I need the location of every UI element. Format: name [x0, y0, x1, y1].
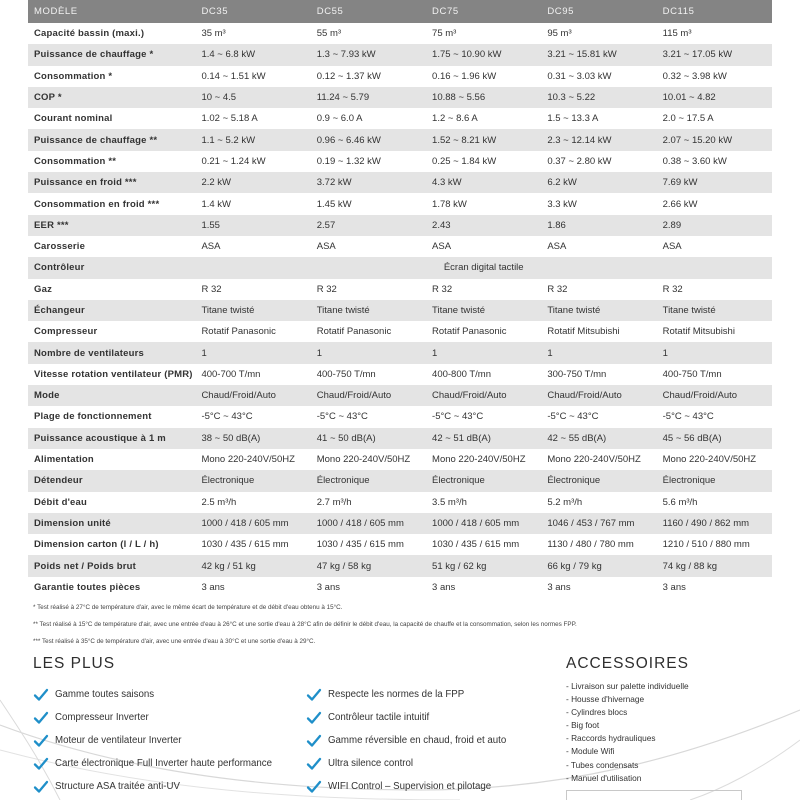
- cell-value: Électronique: [311, 470, 426, 491]
- plus-item: [33, 775, 283, 798]
- cell-value: 1: [195, 342, 310, 363]
- cell-value: 11.24 ~ 5.79: [311, 87, 426, 108]
- cell-value: 5.6 m³/h: [657, 492, 772, 513]
- cell-value: 1.5 ~ 13.3 A: [541, 108, 656, 129]
- cell-value: 2.89: [657, 215, 772, 236]
- plus-item-label: Contrôleur tactile intuitif: [328, 712, 430, 723]
- table-row: [28, 534, 772, 555]
- header-model: MODÈLE: [28, 0, 195, 23]
- cell-value: 0.31 ~ 3.03 kW: [541, 66, 656, 87]
- cell-value: 1030 / 435 / 615 mm: [426, 534, 541, 555]
- cell-value: 1.55: [195, 215, 310, 236]
- cell-value: 0.32 ~ 3.98 kW: [657, 66, 772, 87]
- check-icon: [306, 734, 322, 748]
- row-label: Dimension carton (l / L / h): [28, 534, 195, 555]
- table-row: [28, 172, 772, 193]
- cell-value: ASA: [426, 236, 541, 257]
- cell-value: -5°C ~ 43°C: [195, 406, 310, 427]
- cell-value: 75 m³: [426, 23, 541, 44]
- cell-value: Titane twisté: [195, 300, 310, 321]
- cell-value: 1.75 ~ 10.90 kW: [426, 44, 541, 65]
- table-row: [28, 321, 772, 342]
- cell-value: 0.19 ~ 1.32 kW: [311, 151, 426, 172]
- cell-value: Chaud/Froid/Auto: [657, 385, 772, 406]
- accessory-item: - Raccords hydrauliques: [566, 733, 656, 744]
- cell-value: 115 m³: [657, 23, 772, 44]
- cell-value: 1.52 ~ 8.21 kW: [426, 129, 541, 150]
- row-label: Carosserie: [28, 236, 195, 257]
- plus-item-label: Ultra silence control: [328, 758, 414, 769]
- cell-value: 74 kg / 88 kg: [657, 555, 772, 576]
- check-icon: [33, 757, 49, 771]
- accessory-item: - Tubes condensats: [566, 759, 639, 770]
- cell-value: 2.57: [311, 215, 426, 236]
- cell-value: 42 ~ 55 dB(A): [541, 428, 656, 449]
- cell-value: ASA: [311, 236, 426, 257]
- cell-value: 45 ~ 56 dB(A): [657, 428, 772, 449]
- row-label: Courant nominal: [28, 108, 195, 129]
- table-row: [28, 342, 772, 363]
- table-row: [28, 428, 772, 449]
- cell-value: 400-800 T/mn: [426, 364, 541, 385]
- check-icon: [306, 711, 322, 725]
- plus-item: [306, 775, 556, 798]
- cell-value: Chaud/Froid/Auto: [541, 385, 656, 406]
- table-body: [28, 23, 772, 598]
- plus-item: [33, 729, 283, 752]
- table-row: [28, 470, 772, 491]
- header-model-5: DC115: [657, 0, 772, 23]
- cell-value: 1160 / 490 / 862 mm: [657, 513, 772, 534]
- row-label: Consommation en froid ***: [28, 193, 195, 214]
- cell-value: 3.21 ~ 17.05 kW: [657, 44, 772, 65]
- row-label: Détendeur: [28, 470, 195, 491]
- row-value-merged: Écran digital tactile: [195, 257, 772, 278]
- row-label: Gaz: [28, 279, 195, 300]
- cell-value: ASA: [541, 236, 656, 257]
- table-row: [28, 129, 772, 150]
- table-row: [28, 23, 772, 44]
- table-row: [28, 193, 772, 214]
- cell-value: R 32: [541, 279, 656, 300]
- row-label: Consommation **: [28, 151, 195, 172]
- row-label: Débit d'eau: [28, 492, 195, 513]
- cell-value: 1210 / 510 / 880 mm: [657, 534, 772, 555]
- plus-item-label: Gamme réversible en chaud, froid et auto: [328, 735, 507, 746]
- row-label: Alimentation: [28, 449, 195, 470]
- row-label: Capacité bassin (maxi.): [28, 23, 195, 44]
- cell-value: Rotatif Mitsubishi: [657, 321, 772, 342]
- cell-value: R 32: [195, 279, 310, 300]
- plus-item-label: Carte électronique Full Inverter haute performance: [55, 758, 273, 769]
- cell-value: 1.3 ~ 7.93 kW: [311, 44, 426, 65]
- cell-value: 2.43: [426, 215, 541, 236]
- table-row: [28, 66, 772, 87]
- cell-value: 3 ans: [426, 577, 541, 598]
- row-label: Contrôleur: [28, 257, 195, 278]
- plus-item-label: WIFI Control – Supervision et pilotage: [328, 781, 492, 792]
- cell-value: ASA: [657, 236, 772, 257]
- check-icon: [33, 688, 49, 702]
- cell-value: 1.1 ~ 5.2 kW: [195, 129, 310, 150]
- cell-value: 2.2 kW: [195, 172, 310, 193]
- cell-value: 10 ~ 4.5: [195, 87, 310, 108]
- plus-item: [33, 752, 283, 775]
- cell-value: Mono 220-240V/50HZ: [541, 449, 656, 470]
- header-model-4: DC95: [541, 0, 656, 23]
- cell-value: 5.2 m³/h: [541, 492, 656, 513]
- cell-value: 1000 / 418 / 605 mm: [426, 513, 541, 534]
- cell-value: 1.02 ~ 5.18 A: [195, 108, 310, 129]
- row-label: Compresseur: [28, 321, 195, 342]
- check-icon: [33, 780, 49, 794]
- check-icon: [306, 688, 322, 702]
- cell-value: 1030 / 435 / 615 mm: [311, 534, 426, 555]
- plus-item-label: Moteur de ventilateur Inverter: [55, 735, 182, 746]
- cell-value: 400-750 T/mn: [657, 364, 772, 385]
- table-row: [28, 257, 772, 278]
- cell-value: 0.14 ~ 1.51 kW: [195, 66, 310, 87]
- cell-value: 3.5 m³/h: [426, 492, 541, 513]
- cell-value: 300-750 T/mn: [541, 364, 656, 385]
- cell-value: 42 kg / 51 kg: [195, 555, 310, 576]
- cell-value: Électronique: [426, 470, 541, 491]
- cell-value: 1000 / 418 / 605 mm: [311, 513, 426, 534]
- check-icon: [306, 780, 322, 794]
- plus-item: [306, 706, 556, 729]
- cell-value: 38 ~ 50 dB(A): [195, 428, 310, 449]
- cell-value: 2.07 ~ 15.20 kW: [657, 129, 772, 150]
- plus-item-label: Gamme toutes saisons: [55, 689, 155, 700]
- cell-value: -5°C ~ 43°C: [426, 406, 541, 427]
- cell-value: 10.3 ~ 5.22: [541, 87, 656, 108]
- cell-value: 3 ans: [541, 577, 656, 598]
- accessory-item: - Big foot: [566, 720, 600, 731]
- cell-value: Électronique: [541, 470, 656, 491]
- accessory-item: - Module Wifi: [566, 746, 615, 757]
- cell-value: Titane twisté: [657, 300, 772, 321]
- check-icon: [306, 757, 322, 771]
- cell-value: 1: [426, 342, 541, 363]
- row-label: COP *: [28, 87, 195, 108]
- table-row: [28, 108, 772, 129]
- table-row: [28, 236, 772, 257]
- row-label: Échangeur: [28, 300, 195, 321]
- accessory-item: - Cylindres blocs: [566, 707, 628, 718]
- cell-value: 1046 / 453 / 767 mm: [541, 513, 656, 534]
- table-row: [28, 279, 772, 300]
- table-row: [28, 406, 772, 427]
- cell-value: 400-750 T/mn: [311, 364, 426, 385]
- les-plus-title: LES PLUS: [33, 655, 116, 672]
- table-row: [28, 87, 772, 108]
- accessoires-title: ACCESSOIRES: [566, 655, 689, 672]
- row-label: Dimension unité: [28, 513, 195, 534]
- cell-value: 66 kg / 79 kg: [541, 555, 656, 576]
- accessories-list: [566, 680, 689, 785]
- cell-value: 1.45 kW: [311, 193, 426, 214]
- cell-value: Titane twisté: [426, 300, 541, 321]
- cell-value: 41 ~ 50 dB(A): [311, 428, 426, 449]
- plus-item: [306, 729, 556, 752]
- cell-value: 42 ~ 51 dB(A): [426, 428, 541, 449]
- table-row: [28, 449, 772, 470]
- plus-item: [33, 706, 283, 729]
- cell-value: 0.21 ~ 1.24 kW: [195, 151, 310, 172]
- accessory-item: - Manuel d'utilisation: [566, 772, 642, 783]
- table-row: [28, 555, 772, 576]
- footnote: ** Test réalisé à 15°C de température d'air, avec une entrée d'eau à 26°C et une sortie d'eau à 28°C afin de définir le débit d'eau, la capacité de chauffe et la consommation, selon les normes FPP.: [33, 621, 577, 628]
- cell-value: 4.3 kW: [426, 172, 541, 193]
- cell-value: Mono 220-240V/50HZ: [657, 449, 772, 470]
- row-label: Mode: [28, 385, 195, 406]
- cell-value: 6.2 kW: [541, 172, 656, 193]
- cell-value: 1130 / 480 / 780 mm: [541, 534, 656, 555]
- cell-value: 3.72 kW: [311, 172, 426, 193]
- row-label: Puissance en froid ***: [28, 172, 195, 193]
- cell-value: 3 ans: [657, 577, 772, 598]
- accessory-item: - Housse d'hivernage: [566, 694, 645, 705]
- cell-value: 0.38 ~ 3.60 kW: [657, 151, 772, 172]
- plus-list-left: [33, 683, 283, 798]
- footnote: * Test réalisé à 27°C de température d'air, avec le même écart de température et de débit d'eau obtenu à 15°C.: [33, 604, 343, 611]
- plus-item: [306, 752, 556, 775]
- cell-value: 1.4 ~ 6.8 kW: [195, 44, 310, 65]
- cell-value: 7.69 kW: [657, 172, 772, 193]
- row-label: Nombre de ventilateurs: [28, 342, 195, 363]
- cell-value: 95 m³: [541, 23, 656, 44]
- row-label: Poids net / Poids brut: [28, 555, 195, 576]
- header-model-3: DC75: [426, 0, 541, 23]
- cell-value: 1.2 ~ 8.6 A: [426, 108, 541, 129]
- cell-value: Mono 220-240V/50HZ: [311, 449, 426, 470]
- cell-value: 35 m³: [195, 23, 310, 44]
- cell-value: 10.88 ~ 5.56: [426, 87, 541, 108]
- cell-value: R 32: [426, 279, 541, 300]
- cell-value: 0.9 ~ 6.0 A: [311, 108, 426, 129]
- cell-value: 3.21 ~ 15.81 kW: [541, 44, 656, 65]
- cell-value: 0.16 ~ 1.96 kW: [426, 66, 541, 87]
- table-row: [28, 364, 772, 385]
- table-row: [28, 492, 772, 513]
- footnotes: [33, 604, 773, 655]
- cell-value: 1000 / 418 / 605 mm: [195, 513, 310, 534]
- cell-value: 2.5 m³/h: [195, 492, 310, 513]
- cell-value: -5°C ~ 43°C: [657, 406, 772, 427]
- cell-value: 400-700 T/mn: [195, 364, 310, 385]
- cell-value: 2.66 kW: [657, 193, 772, 214]
- plus-item-label: Compresseur Inverter: [55, 712, 149, 723]
- spec-table: [28, 0, 772, 598]
- cell-value: 2.3 ~ 12.14 kW: [541, 129, 656, 150]
- cell-value: 3 ans: [311, 577, 426, 598]
- table-row: [28, 215, 772, 236]
- cell-value: Rotatif Panasonic: [195, 321, 310, 342]
- cell-value: Rotatif Panasonic: [426, 321, 541, 342]
- footnote: *** Test réalisé à 35°C de température d'air, avec une entrée d'eau à 30°C et une sortie d'eau à 29°C.: [33, 638, 316, 645]
- table-header-row: [28, 0, 772, 23]
- row-label: Vitesse rotation ventilateur (PMR): [28, 364, 195, 385]
- cell-value: Chaud/Froid/Auto: [311, 385, 426, 406]
- cell-value: 1.78 kW: [426, 193, 541, 214]
- cell-value: 3.3 kW: [541, 193, 656, 214]
- cell-value: R 32: [657, 279, 772, 300]
- cell-value: -5°C ~ 43°C: [311, 406, 426, 427]
- cell-value: 1.86: [541, 215, 656, 236]
- cell-value: Rotatif Mitsubishi: [541, 321, 656, 342]
- plus-list-right: [306, 683, 556, 798]
- cell-value: Mono 220-240V/50HZ: [426, 449, 541, 470]
- row-label: EER ***: [28, 215, 195, 236]
- cell-value: R 32: [311, 279, 426, 300]
- cell-value: Électronique: [195, 470, 310, 491]
- header-model-1: DC35: [195, 0, 310, 23]
- cell-value: 1: [311, 342, 426, 363]
- plus-item: [33, 683, 283, 706]
- cell-value: Titane twisté: [541, 300, 656, 321]
- cell-value: -5°C ~ 43°C: [541, 406, 656, 427]
- cell-value: Électronique: [657, 470, 772, 491]
- accessories-box: [566, 790, 742, 800]
- check-icon: [33, 734, 49, 748]
- row-label: Consommation *: [28, 66, 195, 87]
- cell-value: 1030 / 435 / 615 mm: [195, 534, 310, 555]
- cell-value: 1.4 kW: [195, 193, 310, 214]
- cell-value: 0.12 ~ 1.37 kW: [311, 66, 426, 87]
- cell-value: Mono 220-240V/50HZ: [195, 449, 310, 470]
- cell-value: 2.0 ~ 17.5 A: [657, 108, 772, 129]
- table-row: [28, 44, 772, 65]
- cell-value: 1: [541, 342, 656, 363]
- cell-value: 2.7 m³/h: [311, 492, 426, 513]
- cell-value: 10.01 ~ 4.82: [657, 87, 772, 108]
- cell-value: Rotatif Panasonic: [311, 321, 426, 342]
- cell-value: 55 m³: [311, 23, 426, 44]
- cell-value: 0.25 ~ 1.84 kW: [426, 151, 541, 172]
- cell-value: Chaud/Froid/Auto: [195, 385, 310, 406]
- row-label: Garantie toutes pièces: [28, 577, 195, 598]
- check-icon: [33, 711, 49, 725]
- cell-value: 3 ans: [195, 577, 310, 598]
- table-row: [28, 385, 772, 406]
- cell-value: Chaud/Froid/Auto: [426, 385, 541, 406]
- cell-value: 0.96 ~ 6.46 kW: [311, 129, 426, 150]
- table-row: [28, 300, 772, 321]
- cell-value: 47 kg / 58 kg: [311, 555, 426, 576]
- row-label: Plage de fonctionnement: [28, 406, 195, 427]
- cell-value: 0.37 ~ 2.80 kW: [541, 151, 656, 172]
- row-label: Puissance de chauffage *: [28, 44, 195, 65]
- row-label: Puissance acoustique à 1 m: [28, 428, 195, 449]
- header-model-2: DC55: [311, 0, 426, 23]
- row-label: Puissance de chauffage **: [28, 129, 195, 150]
- cell-value: 51 kg / 62 kg: [426, 555, 541, 576]
- table-row: [28, 513, 772, 534]
- plus-item-label: Respecte les normes de la FPP: [328, 689, 465, 700]
- plus-item: [306, 683, 556, 706]
- cell-value: ASA: [195, 236, 310, 257]
- accessory-item: - Livraison sur palette individuelle: [566, 681, 689, 691]
- plus-item-label: Structure ASA traitée anti-UV: [55, 781, 180, 792]
- cell-value: 1: [657, 342, 772, 363]
- table-row: [28, 577, 772, 598]
- cell-value: Titane twisté: [311, 300, 426, 321]
- table-row: [28, 151, 772, 172]
